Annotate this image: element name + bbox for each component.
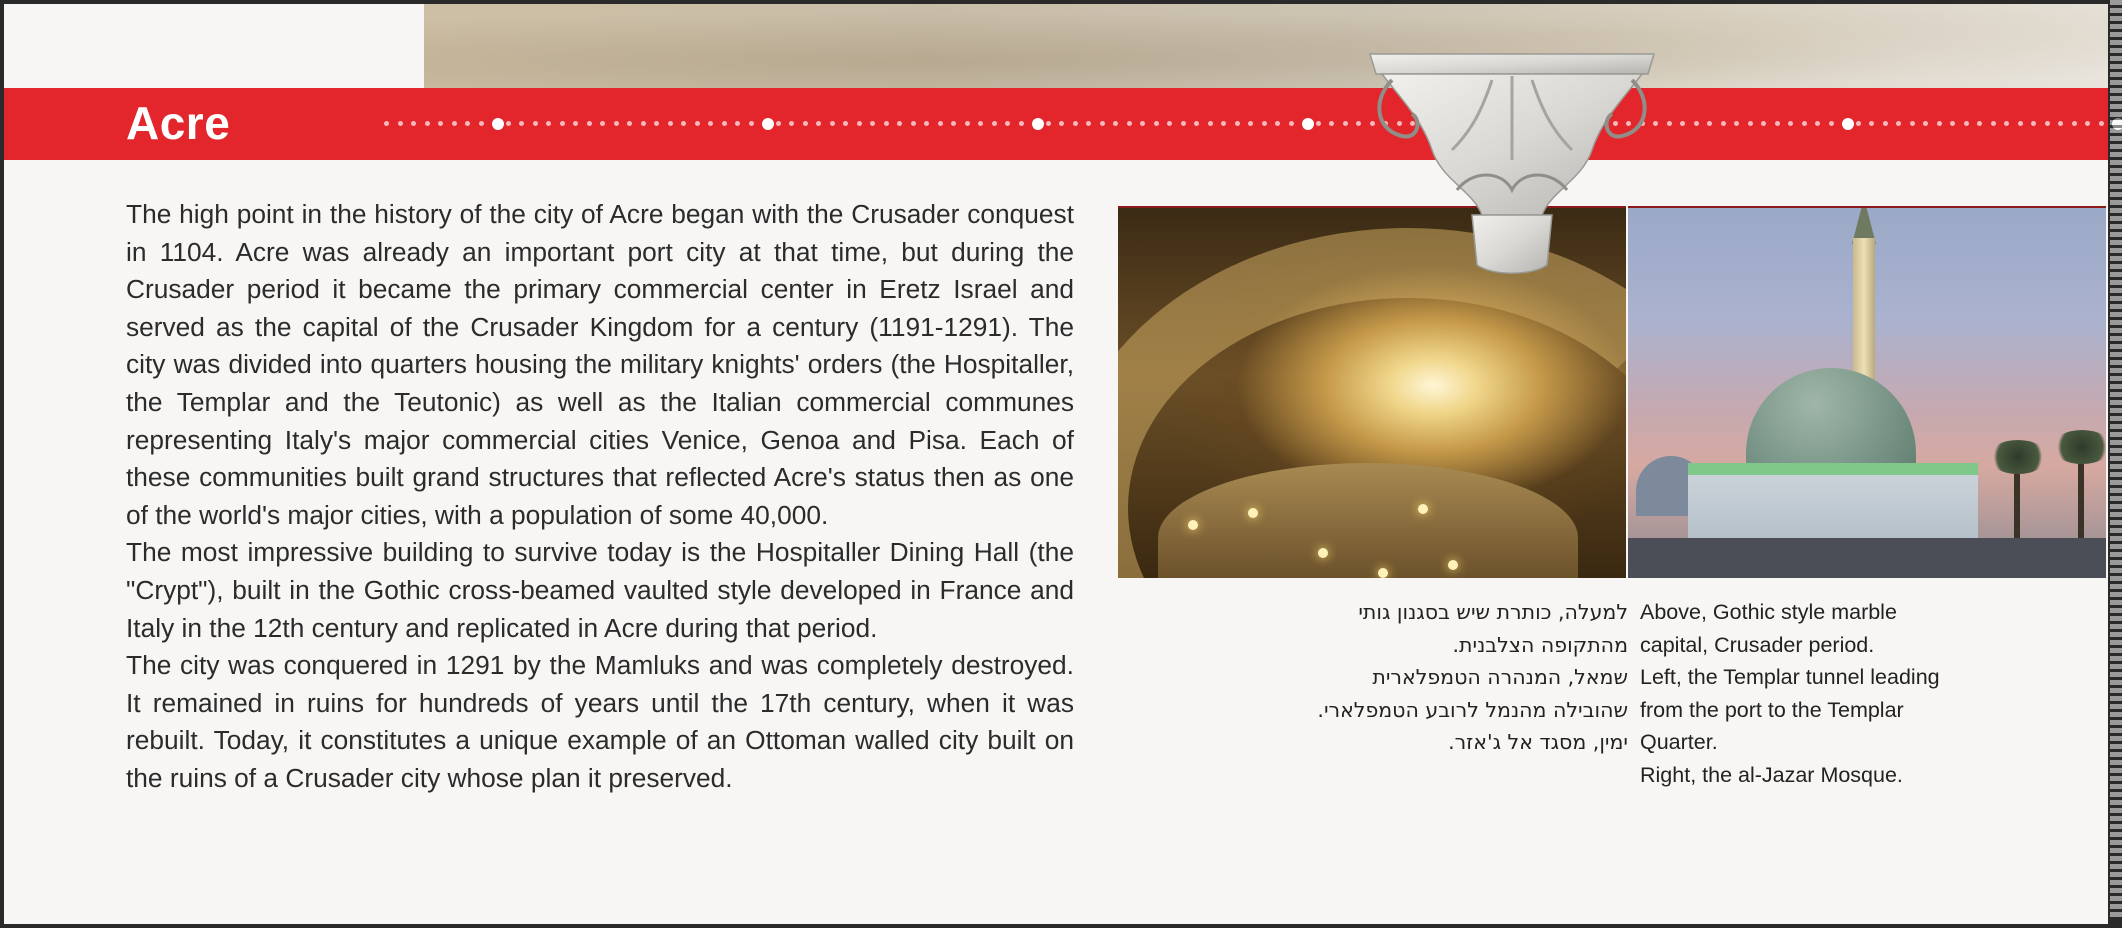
banner-dot bbox=[1680, 121, 1685, 126]
banner-dot bbox=[452, 121, 457, 126]
banner-dot bbox=[1667, 121, 1672, 126]
caption-line: ימין, מסגד אל ג'אזר. bbox=[1448, 730, 1628, 754]
header-texture bbox=[424, 4, 2108, 100]
banner-dot bbox=[1302, 118, 1314, 130]
banner-dot bbox=[1181, 121, 1186, 126]
banner-dot bbox=[1289, 121, 1294, 126]
banner-dot bbox=[1154, 121, 1159, 126]
banner-dot bbox=[2072, 121, 2077, 126]
banner-dot bbox=[857, 121, 862, 126]
banner-dot bbox=[938, 121, 943, 126]
banner-dot bbox=[492, 118, 504, 130]
banner-dot bbox=[519, 121, 524, 126]
banner-dot bbox=[2004, 121, 2009, 126]
banner-dot bbox=[965, 121, 970, 126]
banner-dot bbox=[1194, 121, 1199, 126]
banner-dot bbox=[749, 121, 754, 126]
perforated-edge bbox=[2110, 0, 2122, 920]
banner-dot bbox=[1356, 121, 1361, 126]
banner-dot bbox=[1694, 121, 1699, 126]
banner-dot bbox=[911, 121, 916, 126]
banner-dot bbox=[1775, 121, 1780, 126]
banner-dot bbox=[1262, 121, 1267, 126]
banner-dot bbox=[2031, 121, 2036, 126]
banner-dot bbox=[425, 121, 430, 126]
banner-dot bbox=[897, 121, 902, 126]
banner-dot bbox=[1127, 121, 1132, 126]
banner-dot bbox=[1073, 121, 1078, 126]
caption-line: שהובילה מהנמל לרובע הטמפלארי. bbox=[1317, 697, 1628, 722]
banner-dot bbox=[1248, 121, 1253, 126]
banner-dot bbox=[627, 121, 632, 126]
banner-dot bbox=[1329, 121, 1334, 126]
caption-line: capital, Crusader period. bbox=[1640, 632, 1875, 657]
banner-dot bbox=[1869, 121, 1874, 126]
banner-dot bbox=[978, 121, 983, 126]
caption-line: למעלה, כותרת שיש בסגנון גותי bbox=[1358, 600, 1628, 624]
banner-dot bbox=[1842, 118, 1854, 130]
banner-dot bbox=[735, 121, 740, 126]
hebrew-caption bbox=[1240, 596, 1628, 759]
banner-dot bbox=[398, 121, 403, 126]
banner-dot bbox=[1815, 121, 1820, 126]
banner-dot bbox=[506, 121, 511, 126]
banner-dot bbox=[1802, 121, 1807, 126]
banner-dot bbox=[1275, 121, 1280, 126]
banner-dot bbox=[776, 121, 781, 126]
paragraph: The city was conquered in 1291 by the Mamluks and was completely destroyed. It remained in ruins for hundreds of years until the 17th century, when it was rebuilt. Today, it constitutes a unique example of an Ottoman walled city built on the ruins of a Crusader city whose plan it preserved. bbox=[126, 650, 1074, 793]
banner-dot bbox=[803, 121, 808, 126]
banner-dot bbox=[1208, 121, 1213, 126]
banner-dot bbox=[843, 121, 848, 126]
banner-dot bbox=[830, 121, 835, 126]
banner-dot bbox=[1221, 121, 1226, 126]
banner-dot bbox=[654, 121, 659, 126]
paragraph: The most impressive building to survive today is the Hospitaller Dining Hall (the "Crypt"), built in the Gothic cross-beamed vaulted style developed in France and Italy in the 12th century and replicated in Acre during that period. bbox=[126, 537, 1074, 643]
page-title: Acre bbox=[126, 97, 231, 149]
banner-dot bbox=[1113, 121, 1118, 126]
banner-dot bbox=[924, 121, 929, 126]
banner-dot bbox=[1896, 121, 1901, 126]
banner-dot bbox=[533, 121, 538, 126]
caption-line: Right, the al-Jazar Mosque. bbox=[1640, 762, 1903, 787]
banner-dot bbox=[1964, 121, 1969, 126]
banner-dot bbox=[1856, 121, 1861, 126]
banner-dot bbox=[1883, 121, 1888, 126]
banner-dot bbox=[614, 121, 619, 126]
al-jazar-mosque-photo bbox=[1628, 206, 2106, 578]
banner-dot bbox=[2045, 121, 2050, 126]
banner-dot bbox=[992, 121, 997, 126]
banner-dot bbox=[411, 121, 416, 126]
banner-dot bbox=[722, 121, 727, 126]
caption-line: from the port to the Templar bbox=[1640, 697, 1904, 722]
banner-dot bbox=[1910, 121, 1915, 126]
banner-dot bbox=[816, 121, 821, 126]
banner-dot bbox=[438, 121, 443, 126]
banner-dot bbox=[546, 121, 551, 126]
banner-dot bbox=[1937, 121, 1942, 126]
banner-dot bbox=[641, 121, 646, 126]
banner-dot bbox=[695, 121, 700, 126]
caption-line: מהתקופה הצלבנית. bbox=[1452, 632, 1628, 657]
banner-dot bbox=[2099, 121, 2104, 126]
banner-dot bbox=[1977, 121, 1982, 126]
banner-dot bbox=[1086, 121, 1091, 126]
banner-dot bbox=[951, 121, 956, 126]
caption-line: Quarter. bbox=[1640, 730, 1718, 754]
banner-dot bbox=[1140, 121, 1145, 126]
marble-capital-image bbox=[1362, 40, 1662, 278]
banner-dot bbox=[560, 121, 565, 126]
banner-dot bbox=[1829, 121, 1834, 126]
banner-dot bbox=[384, 121, 389, 126]
caption-line: Left, the Templar tunnel leading bbox=[1640, 665, 1940, 689]
banner-dots bbox=[384, 118, 2104, 130]
banner-dot bbox=[1721, 121, 1726, 126]
banner-dot bbox=[708, 121, 713, 126]
banner-dot bbox=[789, 121, 794, 126]
banner-dot bbox=[1923, 121, 1928, 126]
banner-dot bbox=[600, 121, 605, 126]
banner-dot bbox=[1950, 121, 1955, 126]
banner-dot bbox=[1761, 121, 1766, 126]
banner-dot bbox=[1707, 121, 1712, 126]
banner-dot bbox=[587, 121, 592, 126]
banner-dot bbox=[1316, 121, 1321, 126]
banner-dot bbox=[479, 121, 484, 126]
banner-dot bbox=[1046, 121, 1051, 126]
caption-line: Above, Gothic style marble bbox=[1640, 600, 1897, 624]
paragraph: The high point in the history of the city of Acre began with the Crusader conquest in 1104. Acre was already an important port city at that time, but during the Crusader period it became the primary commercial center in Eretz Israel and served as the capital of the Crusader Kingdom for a century (1191-1291). The city was divided into quarters housing the military knights' orders (the Hospitaller, the Templar and the Teutonic) as well as the Italian commercial communes representing Italy's major commercial cities Venice, Genoa and Pisa. Each of these communities built grand structures that reflected Acre's status then as one of the world's major cities, with a population of some 40,000. bbox=[126, 199, 1074, 530]
banner-dot bbox=[1343, 121, 1348, 126]
banner-dot bbox=[1100, 121, 1105, 126]
banner-dot bbox=[870, 121, 875, 126]
banner-dot bbox=[1059, 121, 1064, 126]
banner-dot bbox=[1991, 121, 1996, 126]
article-body bbox=[126, 196, 1074, 798]
banner-dot bbox=[1005, 121, 1010, 126]
banner-dot bbox=[2018, 121, 2023, 126]
banner-dot bbox=[668, 121, 673, 126]
banner-dot bbox=[1235, 121, 1240, 126]
banner-dot bbox=[681, 121, 686, 126]
banner-dot bbox=[1167, 121, 1172, 126]
banner-dot bbox=[1748, 121, 1753, 126]
banner-dot bbox=[2085, 121, 2090, 126]
english-caption bbox=[1640, 596, 2020, 791]
banner-dot bbox=[1019, 121, 1024, 126]
banner-dot bbox=[465, 121, 470, 126]
banner-dot bbox=[1734, 121, 1739, 126]
banner-dot bbox=[884, 121, 889, 126]
banner-dot bbox=[762, 118, 774, 130]
banner-dot bbox=[1788, 121, 1793, 126]
banner-dot bbox=[2058, 121, 2063, 126]
banner-dot bbox=[573, 121, 578, 126]
caption-line: שמאל, המנהרה הטמפלארית bbox=[1372, 665, 1628, 689]
banner-dot bbox=[1032, 118, 1044, 130]
